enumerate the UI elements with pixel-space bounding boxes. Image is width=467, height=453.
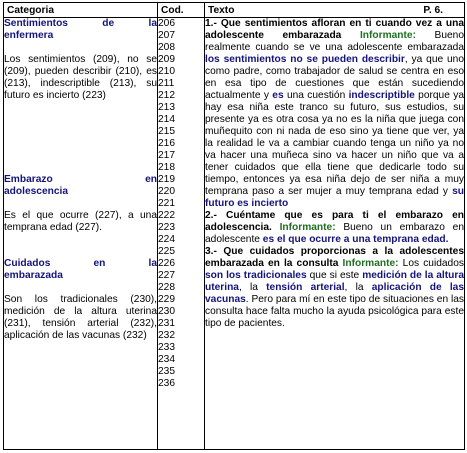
code-number: 230 [158, 306, 175, 317]
code-number: 209 [158, 54, 175, 65]
answer-text: porque ya hay esa niña este tranco su futuro, sus estudios, su presente ya es otra cosa ya no es la niña que juega con muñequito con ni nada de eso sino ya tiene que ver, ya la realidad le va a cambiar cuando tenga un niño ya no va hacer una muñeca sino va hacer un niño que va a tener cuidados que ella tiene que dedicarle todo su tiempo, entonces ya esa niña dejo de ser niña a muy temprana paso a ser mujer a muy temprana edad y [205, 90, 464, 197]
code-number: 220 [158, 186, 175, 197]
category-block [4, 18, 157, 102]
code-number: 211 [158, 78, 175, 89]
code-number: 236 [158, 378, 175, 389]
highlight: son los tradicionales [205, 270, 307, 281]
code-number: 217 [158, 150, 175, 161]
code-number: 235 [158, 366, 175, 377]
highlight: aplicación de las vacunas [205, 282, 464, 305]
text-column [205, 18, 465, 450]
answer-text: , ya que uno como padre, como trabajador de salud se centra en eso en esa tipo de cuestiones que están sucediendo actualmente y [205, 54, 464, 101]
code-number: 229 [158, 294, 175, 305]
code-number: 225 [158, 246, 175, 257]
informante-label: Informante: [342, 258, 399, 269]
question-2: 2.- Cuéntame que es para ti el embarazo en adolescencia. [205, 210, 464, 233]
code-column [158, 18, 205, 450]
code-number: 207 [158, 30, 175, 41]
highlight: medición de la altura uterina [205, 270, 464, 293]
header-categoria: Categoria [4, 3, 158, 18]
header-texto-label: Texto [208, 5, 235, 16]
code-number: 218 [158, 162, 175, 173]
code-number: 214 [158, 114, 175, 125]
category-block [4, 174, 157, 234]
informante-label: Informante: [359, 30, 416, 41]
question-1: 1.- Que sentimientos afloran en ti cuando vez a una adolescente embarazada [205, 18, 464, 41]
code-number: 208 [158, 42, 175, 53]
informante-label: Informante: [279, 222, 336, 233]
highlight: indescriptible [348, 90, 415, 101]
code-number: 228 [158, 282, 175, 293]
answer-text: , la [344, 282, 372, 293]
answer-text: Bueno un embarazo en adolescente [205, 222, 464, 245]
code-number: 210 [158, 66, 175, 77]
answer-text: que si este [306, 270, 363, 281]
category-title: Sentimientos de la [4, 18, 157, 29]
code-number: 221 [158, 198, 175, 209]
code-number: 213 [158, 102, 175, 113]
answer-text: Los cuidados [398, 258, 464, 269]
category-title-cont: enfermera [4, 30, 54, 41]
category-title: Cuidados en la [4, 258, 157, 269]
category-body: Los sentimientos (209), no se (209), pueden describir (210), es (213), indescriptible (213), su futuro es incierto (223) [4, 54, 157, 101]
header-cod: Cod. [158, 3, 205, 18]
category-body: Son los tradicionales (230), medición de la altura uterina (231), tensión arterial (232), aplicación de las vacunas (232) [4, 294, 157, 341]
code-number: 234 [158, 354, 175, 365]
header-texto [205, 3, 465, 18]
answer-block-2 [205, 210, 464, 246]
answer-text: , la [238, 282, 267, 293]
category-block [4, 258, 157, 342]
answer-text: Bueno realmente cuando se ve una adolescente embarazada [205, 30, 464, 53]
code-number: 224 [158, 234, 175, 245]
category-title: Embarazo en [4, 174, 157, 185]
code-number: 216 [158, 138, 175, 149]
code-number: 223 [158, 222, 175, 233]
code-number: 227 [158, 270, 175, 281]
answer-block-3 [205, 246, 464, 330]
question-3: 3.- Que cuidados proporcionas a la adolescentes embarazada en la consulta [205, 246, 464, 269]
code-number: 212 [158, 90, 175, 101]
answer-text: una cuestión [283, 90, 349, 101]
highlight: es el que ocurre a una temprana edad. [262, 234, 449, 245]
code-number: 231 [158, 318, 175, 329]
code-number: 226 [158, 258, 175, 269]
highlight: tensión arterial [266, 282, 345, 293]
interview-table [3, 2, 465, 450]
header-row [4, 3, 465, 18]
highlight: es [272, 90, 284, 101]
code-list [158, 18, 204, 390]
category-column [4, 18, 158, 450]
code-number: 219 [158, 174, 175, 185]
category-body: Es el que ocurre (227), a una temprana edad (227). [4, 210, 157, 233]
answer-block-1 [205, 18, 464, 210]
code-number: 206 [158, 18, 175, 29]
highlight: los sentimientos no se pueden describir [205, 54, 405, 65]
category-title-cont: embarazada [4, 270, 63, 281]
code-number: 215 [158, 126, 175, 137]
content-row [4, 18, 465, 450]
code-number: 222 [158, 210, 175, 221]
code-number: 232 [158, 330, 175, 341]
page-number: P. 6. [423, 5, 443, 16]
category-title-cont: adolescencia [4, 186, 68, 197]
code-number: 233 [158, 342, 175, 353]
highlight: su futuro es incierto [205, 186, 464, 209]
answer-text: . Pero para mí en este tipo de situaciones en las consulta hace falta mucho la ayuda psicológica para este tipo de pacientes. [205, 294, 464, 329]
